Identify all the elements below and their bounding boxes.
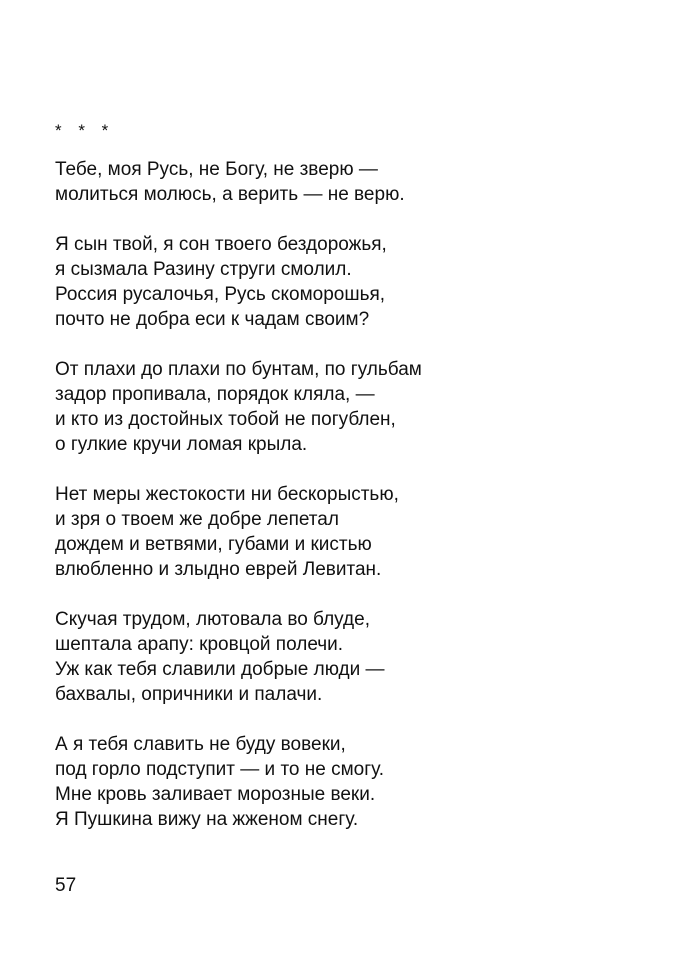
poem-line: Скучая трудом, лютовала во блуде, — [55, 609, 370, 630]
poem-body — [55, 157, 655, 857]
poem-line: под горло подступит — и то не смогу. — [55, 759, 385, 780]
poem-line: почто не добра еси к чадам своим? — [55, 309, 370, 330]
poem-line: дождем и ветвями, губами и кистью — [55, 534, 372, 555]
poem-line: и кто из достойных тобой не погублен, — [55, 409, 396, 430]
poem-line: Я сын твой, я сон твоего бездорожья, — [55, 234, 387, 255]
poem-line: Я Пушкина вижу на жженом снегу. — [55, 809, 359, 830]
poem-line: я сызмала Разину струги смолил. — [55, 259, 352, 280]
poem-line: шептала арапу: кровцой полечи. — [55, 634, 344, 655]
poem-line: молиться молюсь, а верить — не верю. — [55, 184, 405, 205]
stanza-4 — [55, 482, 655, 582]
poem-line: Нет меры жестокости ни бескорыстью, — [55, 484, 399, 505]
stanza-5 — [55, 607, 655, 707]
poem-line: Уж как тебя славили добрые люди — — [55, 659, 385, 680]
poem-line: бахвалы, опричники и палачи. — [55, 684, 323, 705]
poem-line: о гулкие кручи ломая крыла. — [55, 434, 308, 455]
stanza-ornament: * * * — [55, 121, 115, 140]
stanza-3 — [55, 357, 655, 457]
poem-line: и зря о твоем же добре лепетал — [55, 509, 339, 530]
poem-line: Тебе, моя Русь, не Богу, не зверю — — [55, 159, 378, 180]
stanza-1 — [55, 157, 655, 207]
poem-line: Мне кровь заливает морозные веки. — [55, 784, 376, 805]
stanza-2 — [55, 232, 655, 332]
poem-line: А я тебя славить не буду вовеки, — [55, 734, 346, 755]
page-number: 57 — [55, 875, 77, 896]
poem-line: Россия русалочья, Русь скоморошья, — [55, 284, 386, 305]
stanza-6 — [55, 732, 655, 832]
poem-line: задор пропивала, порядок кляла, — — [55, 384, 375, 405]
poem-line: влюбленно и злыдно еврей Левитан. — [55, 559, 382, 580]
poem-line: От плахи до плахи по бунтам, по гульбам — [55, 359, 422, 380]
